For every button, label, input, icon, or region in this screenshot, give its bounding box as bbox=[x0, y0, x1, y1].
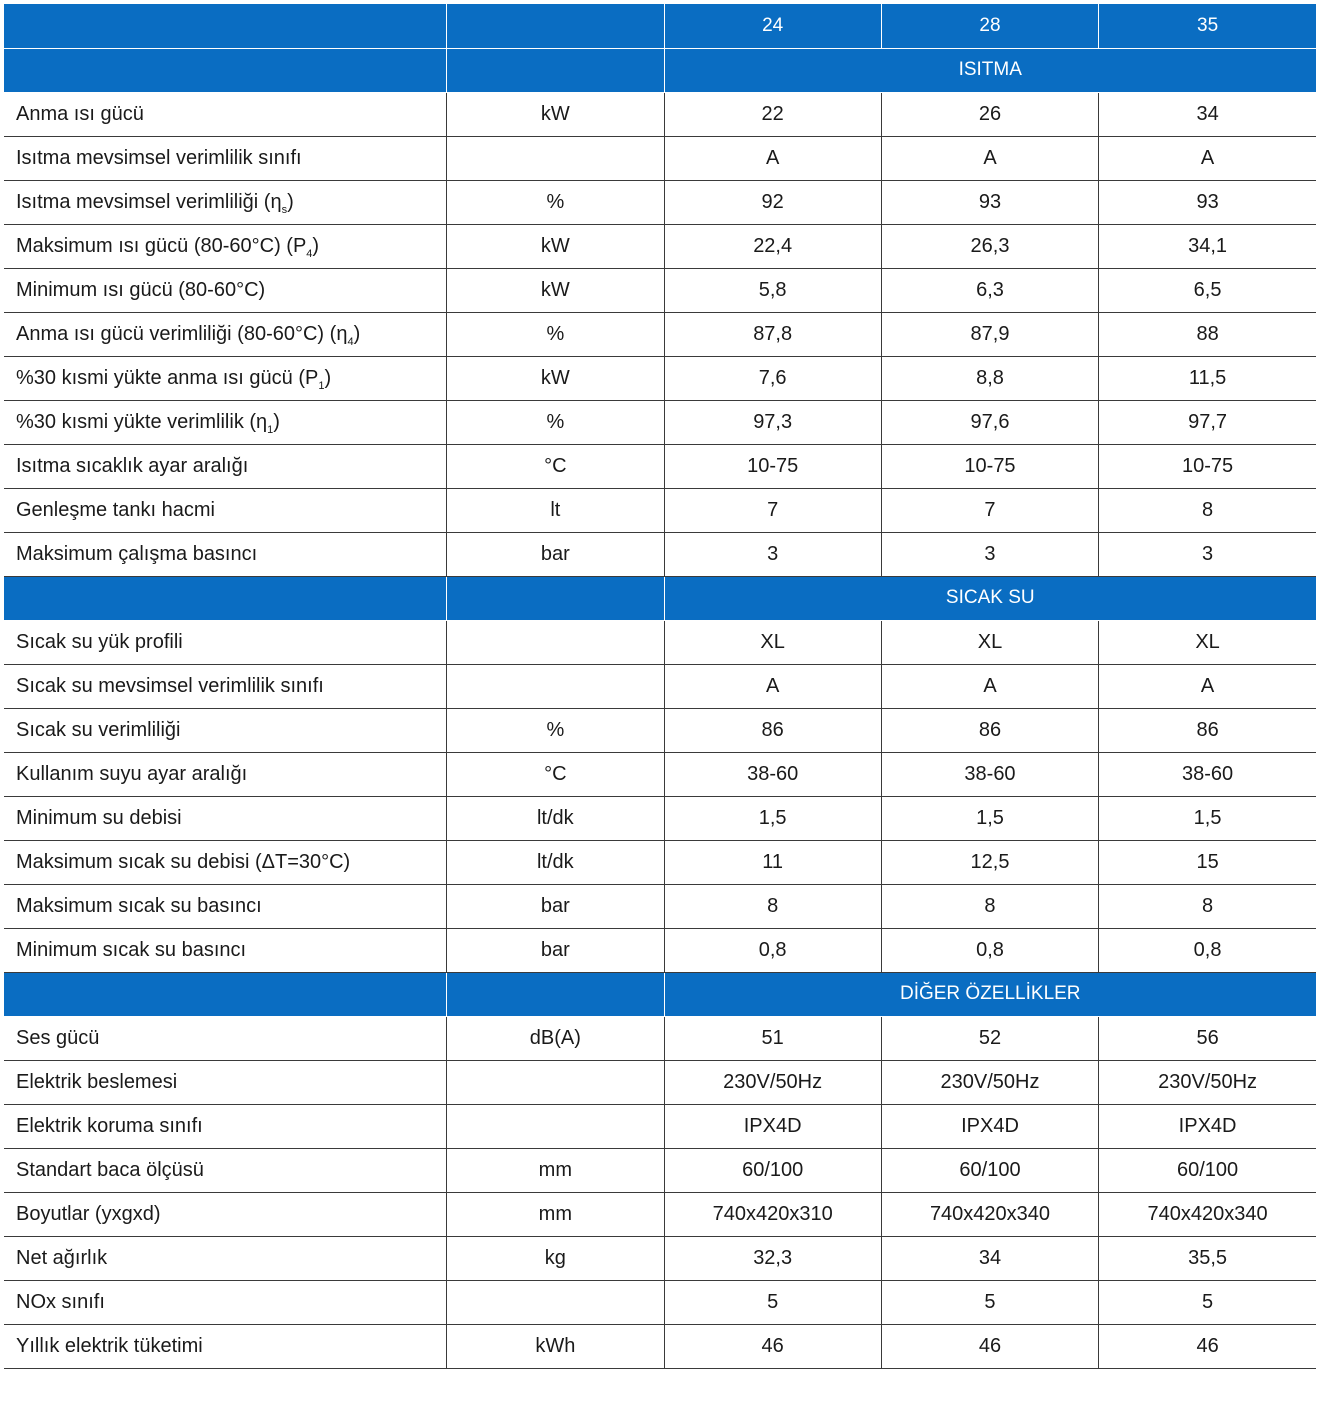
table-row bbox=[4, 180, 1316, 224]
row-unit: kW bbox=[447, 92, 664, 136]
row-label bbox=[4, 400, 447, 444]
value-model-28: 46 bbox=[881, 1324, 1098, 1368]
model-header-row bbox=[4, 4, 1316, 48]
row-label bbox=[4, 1016, 447, 1060]
spec-table bbox=[4, 4, 1316, 1369]
value-model-28: 5 bbox=[881, 1280, 1098, 1324]
value-model-35: 38-60 bbox=[1099, 752, 1316, 796]
row-label bbox=[4, 884, 447, 928]
row-label bbox=[4, 444, 447, 488]
row-label-subscript: 1 bbox=[318, 379, 325, 392]
row-label bbox=[4, 1236, 447, 1280]
row-unit: % bbox=[447, 400, 664, 444]
value-model-24: 3 bbox=[664, 532, 881, 576]
row-unit: % bbox=[447, 180, 664, 224]
value-model-28: 34 bbox=[881, 1236, 1098, 1280]
row-label bbox=[4, 180, 447, 224]
value-model-28: 26 bbox=[881, 92, 1098, 136]
value-model-28: 1,5 bbox=[881, 796, 1098, 840]
value-model-35: 34,1 bbox=[1099, 224, 1316, 268]
value-model-35: 93 bbox=[1099, 180, 1316, 224]
value-model-24: 5 bbox=[664, 1280, 881, 1324]
row-label bbox=[4, 268, 447, 312]
table-row bbox=[4, 268, 1316, 312]
value-model-35: 56 bbox=[1099, 1016, 1316, 1060]
table-row bbox=[4, 1192, 1316, 1236]
row-label bbox=[4, 1104, 447, 1148]
value-model-35: XL bbox=[1099, 620, 1316, 664]
row-unit: % bbox=[447, 708, 664, 752]
row-label-text: Sıcak su verimliliği bbox=[16, 718, 181, 741]
section-header-blank bbox=[447, 972, 664, 1016]
row-label bbox=[4, 312, 447, 356]
row-label-text: Anma ısı gücü bbox=[16, 102, 144, 125]
row-label-subscript: 4 bbox=[306, 247, 313, 260]
value-model-35: 46 bbox=[1099, 1324, 1316, 1368]
row-label-subscript: 4 bbox=[347, 335, 354, 348]
row-label-text: Kullanım suyu ayar aralığı bbox=[16, 762, 248, 785]
row-label bbox=[4, 136, 447, 180]
value-model-35: 86 bbox=[1099, 708, 1316, 752]
value-model-35: 230V/50Hz bbox=[1099, 1060, 1316, 1104]
row-unit bbox=[447, 1280, 664, 1324]
row-label-end: ) bbox=[324, 366, 332, 389]
section-header-row bbox=[4, 576, 1316, 620]
value-model-24: A bbox=[664, 136, 881, 180]
value-model-24: 1,5 bbox=[664, 796, 881, 840]
table-row bbox=[4, 840, 1316, 884]
value-model-24: A bbox=[664, 664, 881, 708]
table-row bbox=[4, 1280, 1316, 1324]
row-unit: °C bbox=[447, 752, 664, 796]
value-model-28: 93 bbox=[881, 180, 1098, 224]
table-row bbox=[4, 444, 1316, 488]
row-label-text: Elektrik beslemesi bbox=[16, 1070, 178, 1093]
value-model-28: 12,5 bbox=[881, 840, 1098, 884]
table-row bbox=[4, 1016, 1316, 1060]
row-unit: bar bbox=[447, 532, 664, 576]
value-model-28: 52 bbox=[881, 1016, 1098, 1060]
value-model-24: 32,3 bbox=[664, 1236, 881, 1280]
table-row bbox=[4, 92, 1316, 136]
row-label-text: Yıllık elektrik tüketimi bbox=[16, 1334, 203, 1357]
value-model-28: A bbox=[881, 664, 1098, 708]
value-model-35: 3 bbox=[1099, 532, 1316, 576]
row-label-text: Net ağırlık bbox=[16, 1246, 108, 1269]
value-model-35: 60/100 bbox=[1099, 1148, 1316, 1192]
value-model-35: 8 bbox=[1099, 884, 1316, 928]
row-label bbox=[4, 1324, 447, 1368]
row-unit bbox=[447, 620, 664, 664]
value-model-24: 230V/50Hz bbox=[664, 1060, 881, 1104]
row-label-text: NOx sınıfı bbox=[16, 1290, 105, 1313]
value-model-24: 38-60 bbox=[664, 752, 881, 796]
value-model-35: 88 bbox=[1099, 312, 1316, 356]
value-model-35: 35,5 bbox=[1099, 1236, 1316, 1280]
value-model-35: 8 bbox=[1099, 488, 1316, 532]
value-model-28: 6,3 bbox=[881, 268, 1098, 312]
section-title: SICAK SU bbox=[664, 576, 1316, 620]
section-header-blank bbox=[4, 48, 447, 92]
table-row bbox=[4, 136, 1316, 180]
row-label-text: Boyutlar (yxgxd) bbox=[16, 1202, 161, 1225]
value-model-24: 22,4 bbox=[664, 224, 881, 268]
row-label-text: Standart baca ölçüsü bbox=[16, 1158, 204, 1181]
value-model-35: 1,5 bbox=[1099, 796, 1316, 840]
section-header-row bbox=[4, 48, 1316, 92]
row-unit bbox=[447, 1104, 664, 1148]
row-label bbox=[4, 796, 447, 840]
table-row bbox=[4, 1060, 1316, 1104]
value-model-28: 60/100 bbox=[881, 1148, 1098, 1192]
row-label-text: %30 kısmi yükte anma ısı gücü (P bbox=[16, 366, 319, 389]
table-row bbox=[4, 708, 1316, 752]
value-model-28: 7 bbox=[881, 488, 1098, 532]
value-model-24: 10-75 bbox=[664, 444, 881, 488]
value-model-24: 60/100 bbox=[664, 1148, 881, 1192]
header-label-cell bbox=[4, 4, 447, 48]
table-row bbox=[4, 796, 1316, 840]
row-unit bbox=[447, 1060, 664, 1104]
row-label-end: ) bbox=[312, 234, 320, 257]
row-label-text: %30 kısmi yükte verimlilik (η bbox=[16, 410, 268, 433]
value-model-28: 10-75 bbox=[881, 444, 1098, 488]
section-header-blank bbox=[4, 972, 447, 1016]
row-unit: lt/dk bbox=[447, 840, 664, 884]
value-model-35: IPX4D bbox=[1099, 1104, 1316, 1148]
row-label-text: Isıtma sıcaklık ayar aralığı bbox=[16, 454, 249, 477]
table-row bbox=[4, 620, 1316, 664]
value-model-24: 51 bbox=[664, 1016, 881, 1060]
value-model-35: 11,5 bbox=[1099, 356, 1316, 400]
row-unit: kW bbox=[447, 224, 664, 268]
row-label-text: Isıtma mevsimsel verimliliği (η bbox=[16, 190, 282, 213]
row-unit: % bbox=[447, 312, 664, 356]
section-header-row bbox=[4, 972, 1316, 1016]
row-unit: kW bbox=[447, 356, 664, 400]
model-24-header: 24 bbox=[664, 4, 881, 48]
value-model-28: 8,8 bbox=[881, 356, 1098, 400]
row-label bbox=[4, 664, 447, 708]
row-label-text: Maksimum çalışma basıncı bbox=[16, 542, 258, 565]
value-model-28: 0,8 bbox=[881, 928, 1098, 972]
row-unit bbox=[447, 136, 664, 180]
value-model-35: 0,8 bbox=[1099, 928, 1316, 972]
row-unit: kW bbox=[447, 268, 664, 312]
table-row bbox=[4, 928, 1316, 972]
value-model-24: 22 bbox=[664, 92, 881, 136]
row-label bbox=[4, 708, 447, 752]
value-model-28: 38-60 bbox=[881, 752, 1098, 796]
row-label bbox=[4, 488, 447, 532]
value-model-24: 86 bbox=[664, 708, 881, 752]
row-label bbox=[4, 928, 447, 972]
value-model-35: 740x420x340 bbox=[1099, 1192, 1316, 1236]
value-model-28: 230V/50Hz bbox=[881, 1060, 1098, 1104]
value-model-35: 6,5 bbox=[1099, 268, 1316, 312]
table-row bbox=[4, 532, 1316, 576]
value-model-24: 7,6 bbox=[664, 356, 881, 400]
value-model-28: 87,9 bbox=[881, 312, 1098, 356]
row-unit: bar bbox=[447, 928, 664, 972]
row-unit: lt/dk bbox=[447, 796, 664, 840]
value-model-24: 740x420x310 bbox=[664, 1192, 881, 1236]
row-label bbox=[4, 1192, 447, 1236]
row-label-text: Maksimum ısı gücü (80-60°C) (P bbox=[16, 234, 307, 257]
table-row bbox=[4, 664, 1316, 708]
table-row bbox=[4, 1236, 1316, 1280]
table-row bbox=[4, 1324, 1316, 1368]
row-label bbox=[4, 620, 447, 664]
row-unit: kWh bbox=[447, 1324, 664, 1368]
section-header-blank bbox=[4, 576, 447, 620]
table-row bbox=[4, 1148, 1316, 1192]
row-label-end: ) bbox=[287, 190, 294, 213]
row-label-subscript: 1 bbox=[267, 423, 274, 436]
row-label-subscript: s bbox=[281, 203, 288, 216]
row-label-text: Minimum ısı gücü (80-60°C) bbox=[16, 278, 266, 301]
row-label bbox=[4, 532, 447, 576]
row-label bbox=[4, 752, 447, 796]
value-model-24: 7 bbox=[664, 488, 881, 532]
spec-table-body bbox=[4, 4, 1316, 1368]
value-model-35: 5 bbox=[1099, 1280, 1316, 1324]
row-label-text: Isıtma mevsimsel verimlilik sınıfı bbox=[16, 146, 302, 169]
value-model-24: XL bbox=[664, 620, 881, 664]
section-header-blank bbox=[447, 48, 664, 92]
row-unit: lt bbox=[447, 488, 664, 532]
value-model-35: 34 bbox=[1099, 92, 1316, 136]
table-row bbox=[4, 884, 1316, 928]
row-label-text: Minimum su debisi bbox=[16, 806, 182, 829]
row-unit: bar bbox=[447, 884, 664, 928]
row-label-text: Sıcak su mevsimsel verimlilik sınıfı bbox=[16, 674, 324, 697]
value-model-24: 46 bbox=[664, 1324, 881, 1368]
value-model-24: 92 bbox=[664, 180, 881, 224]
row-label-end: ) bbox=[273, 410, 280, 433]
model-35-header: 35 bbox=[1099, 4, 1316, 48]
row-label-end: ) bbox=[353, 322, 361, 345]
row-unit: °C bbox=[447, 444, 664, 488]
row-unit: kg bbox=[447, 1236, 664, 1280]
section-header-blank bbox=[447, 576, 664, 620]
value-model-28: 3 bbox=[881, 532, 1098, 576]
row-unit: dB(A) bbox=[447, 1016, 664, 1060]
value-model-28: 26,3 bbox=[881, 224, 1098, 268]
row-label bbox=[4, 224, 447, 268]
row-label bbox=[4, 356, 447, 400]
value-model-24: IPX4D bbox=[664, 1104, 881, 1148]
table-row bbox=[4, 1104, 1316, 1148]
value-model-28: 97,6 bbox=[881, 400, 1098, 444]
value-model-28: 740x420x340 bbox=[881, 1192, 1098, 1236]
table-row bbox=[4, 752, 1316, 796]
section-title: ISITMA bbox=[664, 48, 1316, 92]
table-row bbox=[4, 488, 1316, 532]
value-model-24: 97,3 bbox=[664, 400, 881, 444]
value-model-24: 11 bbox=[664, 840, 881, 884]
value-model-24: 87,8 bbox=[664, 312, 881, 356]
value-model-28: 86 bbox=[881, 708, 1098, 752]
value-model-35: A bbox=[1099, 664, 1316, 708]
row-label-text: Minimum sıcak su basıncı bbox=[16, 938, 247, 961]
row-unit: mm bbox=[447, 1192, 664, 1236]
value-model-28: IPX4D bbox=[881, 1104, 1098, 1148]
row-label-text: Maksimum sıcak su basıncı bbox=[16, 894, 262, 917]
value-model-35: 97,7 bbox=[1099, 400, 1316, 444]
row-label-text: Genleşme tankı hacmi bbox=[16, 498, 215, 521]
value-model-35: 10-75 bbox=[1099, 444, 1316, 488]
row-label bbox=[4, 1060, 447, 1104]
row-label-text: Ses gücü bbox=[16, 1026, 100, 1049]
value-model-28: A bbox=[881, 136, 1098, 180]
row-label-text: Elektrik koruma sınıfı bbox=[16, 1114, 203, 1137]
value-model-24: 0,8 bbox=[664, 928, 881, 972]
value-model-35: 15 bbox=[1099, 840, 1316, 884]
row-label bbox=[4, 92, 447, 136]
row-label-text: Anma ısı gücü verimliliği (80-60°C) (η bbox=[16, 322, 348, 345]
row-label bbox=[4, 1280, 447, 1324]
value-model-24: 5,8 bbox=[664, 268, 881, 312]
row-unit bbox=[447, 664, 664, 708]
value-model-24: 8 bbox=[664, 884, 881, 928]
model-28-header: 28 bbox=[881, 4, 1098, 48]
row-label bbox=[4, 1148, 447, 1192]
value-model-28: XL bbox=[881, 620, 1098, 664]
table-row bbox=[4, 312, 1316, 356]
section-title: DİĞER ÖZELLİKLER bbox=[664, 972, 1316, 1016]
value-model-35: A bbox=[1099, 136, 1316, 180]
value-model-28: 8 bbox=[881, 884, 1098, 928]
table-row bbox=[4, 400, 1316, 444]
row-label-text: Maksimum sıcak su debisi (ΔT=30°C) bbox=[16, 850, 351, 873]
table-row bbox=[4, 224, 1316, 268]
table-row bbox=[4, 356, 1316, 400]
header-unit-cell bbox=[447, 4, 664, 48]
row-unit: mm bbox=[447, 1148, 664, 1192]
row-label-text: Sıcak su yük profili bbox=[16, 630, 183, 653]
row-label bbox=[4, 840, 447, 884]
